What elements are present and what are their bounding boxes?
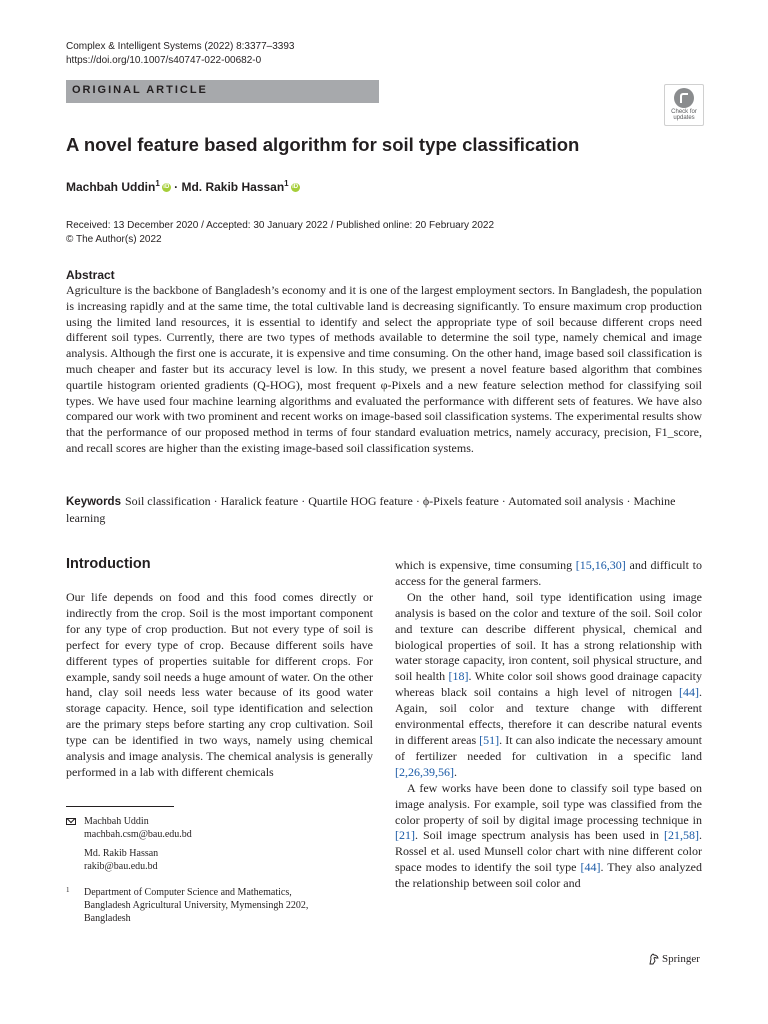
contact-name: Machbah Uddin [84, 816, 149, 827]
keywords-heading: Keywords [66, 496, 121, 508]
check-updates-badge[interactable] [664, 84, 704, 126]
copyright: © The Author(s) 2022 [66, 234, 162, 245]
contact-name: Md. Rakib Hassan [84, 848, 159, 859]
author-list [66, 179, 300, 194]
check-updates-icon [674, 88, 694, 108]
article-type-label: ORIGINAL ARTICLE [72, 84, 208, 96]
check-updates-text: Check for updates [671, 109, 697, 121]
citation-link[interactable]: [15,16,30] [575, 558, 626, 572]
publisher-name: Springer [662, 953, 700, 965]
citation-link[interactable]: [44] [580, 860, 601, 875]
author-name[interactable]: Machbah Uddin [66, 180, 156, 194]
abstract-heading: Abstract [66, 268, 115, 282]
contact-entry [84, 847, 192, 873]
article-title: A novel feature based algorithm for soil type classification [66, 134, 580, 155]
keywords [66, 494, 702, 527]
author-affil-marker: 1 [155, 179, 160, 188]
springer-horse-icon [648, 953, 659, 965]
article-type-banner [66, 80, 379, 103]
keywords-list: Soil classification · Haralick feature · Quartile HOG feature · ϕ-Pixels feature · Automated soil analysis · Machine learning [66, 494, 676, 525]
history-dates: Received: 13 December 2020 / Accepted: 30 January 2022 / Published online: 20 February 2022 [66, 220, 495, 231]
intro-column-left [66, 590, 373, 781]
citation-link[interactable]: [44] [679, 685, 699, 700]
author-separator: · [170, 180, 182, 194]
affiliation-number: 1 [66, 886, 70, 894]
citation-link[interactable]: [21] [395, 828, 415, 843]
doi-link[interactable]: https://doi.org/10.1007/s40747-022-00682-0 [66, 55, 262, 66]
publication-dates [66, 219, 494, 247]
journal-citation: Complex & Intelligent Systems (2022) 8:3377–3393 [66, 41, 295, 52]
intro-column-right [395, 558, 702, 892]
author-name[interactable]: Md. Rakib Hassan [181, 180, 285, 194]
affiliation: 1 Department of Computer Science and Mathematics, Bangladesh Agricultural University, Mymensingh 2202, Bangladesh [66, 886, 309, 924]
abstract-text: Agriculture is the backbone of Bangladesh’s economy and it is one of the largest employment sectors. In Bangladesh, the population is increasing rapidly and at the same time, the total cultivable land is decreasing significantly. To ensure maximum crop production using the limited land resources, it is essential to identify and select the appropriate type of soil because different crops need different soil types. Currently, there are two types of methods available to determine the soil type, namely chemical and image analysis. Although the first one is accurate, it is expensive and time consuming. On the other hand, image based soil classification is much cheaper and faster but its accuracy level is low. In this study, we present a novel feature based algorithm that combines quartile histogram oriented gradients (Q-HOG), most frequent φ-Pixels and a new feature selection method for classifying soil types. We have used four machine learning algorithms and evaluated the performance with different sets of features. We have also compared our work with two prominent and recent works on image-based soil classification systems. The experimental results show that the performance of our proposed method in terms of four standard evaluation metrics, namely accuracy, precision, F1_score, and recall scores are higher than the existing image-based soil classification systems. [66, 283, 702, 455]
paragraph: which is expensive, time consuming [15,16,30] and difficult to access for the general farmers. [395, 558, 702, 588]
contact-entry [84, 815, 192, 841]
contact-email[interactable]: rakib@bau.edu.bd [84, 861, 158, 872]
citation-link[interactable]: [21,58] [664, 828, 699, 843]
citation-link[interactable]: [18] [448, 669, 469, 684]
paragraph: Our life depends on food and this food comes directly or indirectly from the crop. Soil is the most important component for any type of crop production. But not every type of soil is perfect for every type of crop. Because different soils have different types of properties suitable for different crops. For example, sandy soil needs a huge amount of water. On the other hand, clay soil needs less water because of its good water storage capacity. Hence, soil type identification and selection are the primary steps before starting any crop cultivation. Soil type can be identified in two ways, namely using chemical analysis and image analysis. The chemical analysis is generally performed in a lab with different chemicals [66, 590, 373, 779]
journal-header [66, 40, 294, 68]
footnote-divider [66, 806, 174, 807]
paragraph: On the other hand, soil type identification using image analysis is based on the color and texture of the soil. Soil color and texture can describe different physical, chemical and biological properties of soil. It has a strong relationship with water storage capacity, iron content, soil physical structure, and soil health [18]. White color soil shows good drainage capacity whereas black soil contains a high level of nitrogen [44]. Again, soil color and texture change with different environmental effects, therefore it can describe natural events in different areas [51]. It can also indicate the necessary amount of fertilizer needed for cultivation in a specific land [2,26,39,56]. [395, 589, 702, 779]
citation-link[interactable]: [2,26,39,56] [395, 764, 454, 779]
corresponding-authors [66, 815, 192, 873]
contact-email[interactable]: machbah.csm@bau.edu.bd [84, 829, 192, 840]
introduction-heading: Introduction [66, 556, 151, 572]
author-affil-marker: 1 [284, 179, 289, 188]
publisher-logo [648, 953, 700, 965]
orcid-icon[interactable]: iD [292, 184, 299, 191]
citation-link[interactable]: [51] [479, 732, 500, 747]
envelope-icon [66, 818, 76, 825]
paragraph: A few works have been done to classify soil type based on image analysis. For example, soil type was classified from the color property of soil by digital image processing technique in [21]. Soil image spectrum analysis has been used in [21,58]. Rossel et al. used Munsell color chart with nine different color space modes to identify the soil type [44]. They also analyzed the relationship between soil color and [395, 780, 702, 891]
orcid-icon[interactable]: iD [163, 184, 170, 191]
